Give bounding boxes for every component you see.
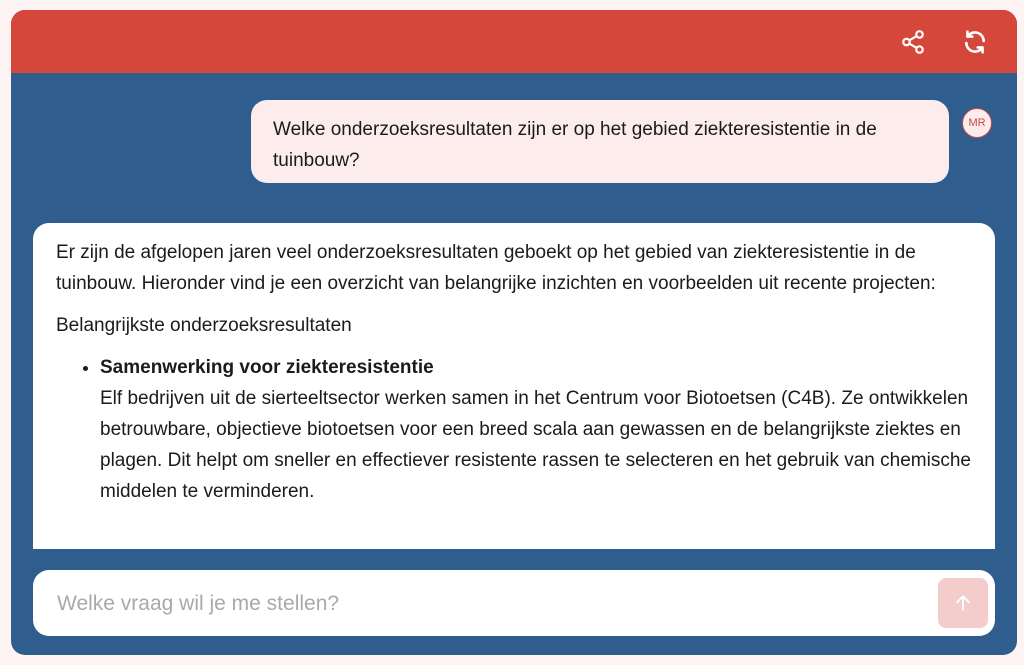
list-item-body: Elf bedrijven uit de sierteeltsector werken samen in het Centrum voor Biotoetsen (C4B). Ze ontwikkelen betrouwbare, objectieve biotoetsen voor een breed scala aan gewassen en de belangrijkste ziektes en plagen. Dit helpt om sneller en effectiever resistente rassen te selecteren en het gebruik van chemische middelen te verminderen. xyxy=(100,388,971,502)
share-button[interactable] xyxy=(899,28,927,56)
refresh-button[interactable] xyxy=(961,28,989,56)
answer-intro: Er zijn de afgelopen jaren veel onderzoeksresultaten geboekt op het gebied van ziekteresistentie in de tuinbouw. Hieronder vind je een overzicht van belangrijke inzichten en voorbeelden uit recente projecten: xyxy=(56,242,936,294)
answer-section-heading: Belangrijkste onderzoeksresultaten xyxy=(56,315,352,336)
message-input[interactable] xyxy=(55,586,919,622)
list-item xyxy=(100,352,973,507)
user-message-text: Welke onderzoeksresultaten zijn er op het gebied ziekteresistentie in de tuinbouw? xyxy=(273,119,877,171)
answer-list xyxy=(56,352,973,507)
send-button[interactable] xyxy=(938,578,988,628)
share-icon xyxy=(900,29,926,55)
arrow-up-icon xyxy=(953,593,973,613)
chat-window xyxy=(11,10,1017,655)
top-bar xyxy=(11,10,1017,73)
assistant-message xyxy=(33,223,995,549)
user-avatar xyxy=(962,108,992,138)
user-message-bubble xyxy=(251,100,949,183)
avatar-initials: MR xyxy=(968,117,986,129)
refresh-icon xyxy=(962,29,988,55)
message-composer xyxy=(33,570,995,636)
list-item-title: Samenwerking voor ziekteresistentie xyxy=(100,357,434,378)
